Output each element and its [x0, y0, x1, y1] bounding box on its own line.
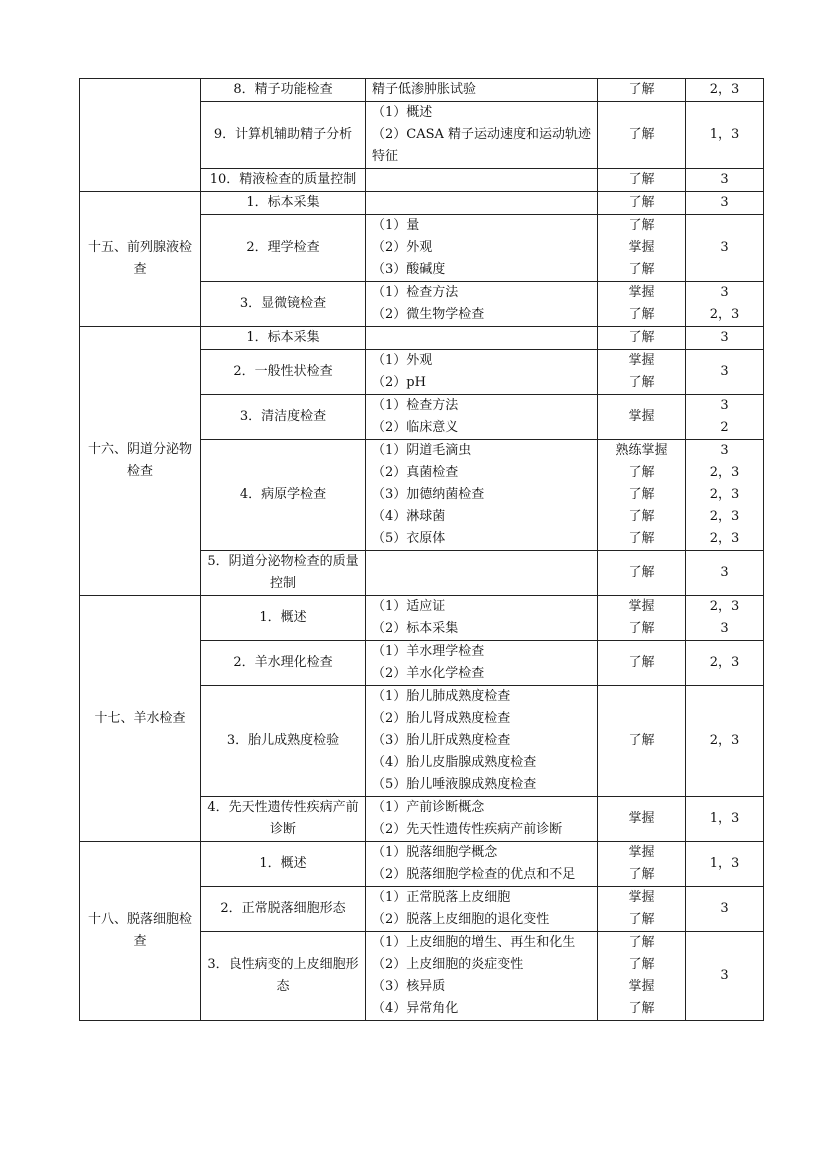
point-line: （1）适应证	[372, 599, 446, 614]
topic-cell: 10．精液检查的质量控制	[201, 169, 366, 192]
points-cell	[366, 102, 598, 169]
level-cell	[686, 440, 764, 551]
level-line: 2，3	[709, 82, 740, 97]
level-line: 3	[720, 364, 729, 379]
level-line: 3	[720, 565, 729, 580]
requirement-line: 了解	[628, 621, 655, 636]
point-line: （1）产前诊断概念	[372, 800, 485, 815]
unit-cell: 十六、阴道分泌物检查	[80, 327, 201, 596]
level-cell	[686, 596, 764, 641]
level-cell	[686, 169, 764, 192]
requirement-cell	[598, 282, 686, 327]
level-cell	[686, 395, 764, 440]
level-cell	[686, 932, 764, 1021]
unit-cell: 十八、脱落细胞检查	[80, 842, 201, 1021]
requirement-cell	[598, 395, 686, 440]
points-cell	[366, 932, 598, 1021]
points-cell	[366, 440, 598, 551]
requirement-line: 了解	[628, 195, 655, 210]
point-line: （3）核异质	[372, 979, 446, 994]
point-line: （2）上皮细胞的炎症变性	[372, 957, 524, 972]
points-cell	[366, 192, 598, 215]
level-cell	[686, 102, 764, 169]
point-line: （1）量	[372, 218, 420, 233]
level-line: 3	[720, 195, 729, 210]
point-line: （2）先天性遗传性疾病产前诊断	[372, 822, 563, 837]
level-cell	[686, 551, 764, 596]
requirement-line: 掌握	[628, 811, 655, 826]
level-cell	[686, 350, 764, 395]
table-row	[80, 192, 764, 215]
requirement-line: 掌握	[628, 845, 655, 860]
point-line: （1）羊水理学检查	[372, 644, 485, 659]
requirement-line: 了解	[628, 509, 655, 524]
points-cell	[366, 282, 598, 327]
requirement-line: 了解	[628, 82, 655, 97]
point-line: （2）真菌检查	[372, 465, 459, 480]
requirement-cell	[598, 192, 686, 215]
level-line: 3	[720, 240, 729, 255]
requirement-cell	[598, 842, 686, 887]
requirement-line: 了解	[628, 565, 655, 580]
topic-cell: 1．概述	[201, 842, 366, 887]
unit-cell	[80, 79, 201, 192]
requirement-line: 掌握	[628, 353, 655, 368]
requirement-cell	[598, 215, 686, 282]
topic-cell: 8．精子功能检查	[201, 79, 366, 102]
topic-cell: 2．理学检查	[201, 215, 366, 282]
level-line: 2，3	[709, 487, 740, 502]
level-cell	[686, 192, 764, 215]
point-line: （2）胎儿肾成熟度检查	[372, 711, 511, 726]
requirement-cell	[598, 440, 686, 551]
points-cell	[366, 596, 598, 641]
requirement-line: 掌握	[628, 409, 655, 424]
requirement-line: 掌握	[628, 979, 655, 994]
topic-cell: 2．羊水理化检查	[201, 641, 366, 686]
point-line: （2）脱落上皮细胞的退化变性	[372, 912, 550, 927]
point-line: （1）检查方法	[372, 285, 459, 300]
requirement-line: 掌握	[628, 890, 655, 905]
topic-cell: 2．正常脱落细胞形态	[201, 887, 366, 932]
syllabus-table	[79, 78, 764, 1021]
table-row	[80, 79, 764, 102]
point-line: （1）阴道毛滴虫	[372, 443, 472, 458]
unit-cell: 十五、前列腺液检查	[80, 192, 201, 327]
topic-cell: 3．清洁度检查	[201, 395, 366, 440]
level-cell	[686, 215, 764, 282]
level-line: 3	[720, 968, 729, 983]
level-line: 2，3	[709, 509, 740, 524]
level-line: 3	[720, 398, 729, 413]
level-line: 2，3	[709, 655, 740, 670]
point-line: 精子低渗肿胀试验	[372, 82, 477, 97]
requirement-line: 了解	[628, 487, 655, 502]
requirement-cell	[598, 641, 686, 686]
topic-cell: 9．计算机辅助精子分析	[201, 102, 366, 169]
points-cell	[366, 169, 598, 192]
point-line: （3）酸碱度	[372, 262, 446, 277]
level-cell	[686, 79, 764, 102]
level-line: 3	[720, 443, 729, 458]
points-cell	[366, 641, 598, 686]
point-line: （2）微生物学检查	[372, 307, 485, 322]
level-line: 2	[720, 420, 729, 435]
points-cell	[366, 327, 598, 350]
level-line: 1，3	[709, 127, 740, 142]
point-line: （1）胎儿肺成熟度检查	[372, 689, 511, 704]
requirement-line: 了解	[628, 375, 655, 390]
level-line: 2，3	[709, 531, 740, 546]
level-cell	[686, 327, 764, 350]
level-line: 2，3	[709, 465, 740, 480]
points-cell	[366, 350, 598, 395]
requirement-cell	[598, 596, 686, 641]
requirement-cell	[598, 102, 686, 169]
requirement-cell	[598, 551, 686, 596]
topic-cell: 3．显微镜检查	[201, 282, 366, 327]
table-row	[80, 327, 764, 350]
unit-cell: 十七、羊水检查	[80, 596, 201, 842]
requirement-line: 了解	[628, 912, 655, 927]
requirement-cell	[598, 169, 686, 192]
level-line: 2，3	[709, 733, 740, 748]
point-line: （2）羊水化学检查	[372, 666, 485, 681]
point-line: （2）标本采集	[372, 621, 459, 636]
requirement-line: 了解	[628, 218, 655, 233]
level-line: 3	[720, 901, 729, 916]
requirement-line: 了解	[628, 935, 655, 950]
level-line: 2，3	[709, 307, 740, 322]
level-cell	[686, 641, 764, 686]
level-line: 2，3	[709, 599, 740, 614]
points-cell	[366, 686, 598, 797]
table-row	[80, 596, 764, 641]
points-cell	[366, 887, 598, 932]
requirement-line: 了解	[628, 531, 655, 546]
topic-cell: 4．先天性遗传性疾病产前诊断	[201, 797, 366, 842]
topic-cell: 1．标本采集	[201, 327, 366, 350]
topic-cell: 4．病原学检查	[201, 440, 366, 551]
requirement-cell	[598, 327, 686, 350]
requirement-line: 了解	[628, 957, 655, 972]
point-line: （2）CASA 精子运动速度和运动轨迹特征	[372, 127, 592, 164]
point-line: （5）胎儿唾液腺成熟度检查	[372, 777, 537, 792]
requirement-line: 掌握	[628, 285, 655, 300]
requirement-cell	[598, 797, 686, 842]
requirement-line: 了解	[628, 733, 655, 748]
topic-cell: 1．标本采集	[201, 192, 366, 215]
point-line: （1）脱落细胞学概念	[372, 845, 498, 860]
level-cell	[686, 797, 764, 842]
table-row	[80, 842, 764, 887]
requirement-line: 了解	[628, 172, 655, 187]
requirement-line: 了解	[628, 465, 655, 480]
level-line: 3	[720, 621, 729, 636]
level-cell	[686, 887, 764, 932]
requirement-line: 了解	[628, 1001, 655, 1016]
level-line: 1，3	[709, 856, 740, 871]
requirement-cell	[598, 350, 686, 395]
requirement-line: 熟练掌握	[615, 443, 668, 458]
topic-cell: 3．胎儿成熟度检验	[201, 686, 366, 797]
point-line: （5）衣原体	[372, 531, 446, 546]
level-cell	[686, 282, 764, 327]
topic-cell: 1．概述	[201, 596, 366, 641]
requirement-line: 了解	[628, 127, 655, 142]
point-line: （1）概述	[372, 105, 433, 120]
points-cell	[366, 842, 598, 887]
point-line: （3）加德纳菌检查	[372, 487, 485, 502]
point-line: （3）胎儿肝成熟度检查	[372, 733, 511, 748]
point-line: （1）上皮细胞的增生、再生和化生	[372, 935, 576, 950]
level-cell	[686, 686, 764, 797]
point-line: （2）脱落细胞学检查的优点和不足	[372, 867, 576, 882]
requirement-cell	[598, 932, 686, 1021]
level-line: 3	[720, 285, 729, 300]
point-line: （1）正常脱落上皮细胞	[372, 890, 511, 905]
point-line: （2）pH	[372, 375, 426, 390]
points-cell	[366, 215, 598, 282]
point-line: （1）检查方法	[372, 398, 459, 413]
requirement-line: 了解	[628, 262, 655, 277]
requirement-line: 掌握	[628, 240, 655, 255]
point-line: （4）淋球菌	[372, 509, 446, 524]
requirement-cell	[598, 887, 686, 932]
requirement-line: 了解	[628, 307, 655, 322]
point-line: （1）外观	[372, 353, 433, 368]
topic-cell: 3．良性病变的上皮细胞形态	[201, 932, 366, 1021]
topic-cell: 2．一般性状检查	[201, 350, 366, 395]
points-cell	[366, 551, 598, 596]
points-cell	[366, 395, 598, 440]
point-line: （4）异常角化	[372, 1001, 459, 1016]
level-line: 3	[720, 330, 729, 345]
point-line: （4）胎儿皮脂腺成熟度检查	[372, 755, 537, 770]
topic-cell: 5．阴道分泌物检查的质量控制	[201, 551, 366, 596]
requirement-line: 了解	[628, 867, 655, 882]
level-cell	[686, 842, 764, 887]
requirement-line: 了解	[628, 330, 655, 345]
point-line: （2）临床意义	[372, 420, 459, 435]
level-line: 3	[720, 172, 729, 187]
requirement-line: 掌握	[628, 599, 655, 614]
requirement-cell	[598, 686, 686, 797]
requirement-line: 了解	[628, 655, 655, 670]
points-cell	[366, 797, 598, 842]
requirement-cell	[598, 79, 686, 102]
points-cell	[366, 79, 598, 102]
level-line: 1，3	[709, 811, 740, 826]
point-line: （2）外观	[372, 240, 433, 255]
